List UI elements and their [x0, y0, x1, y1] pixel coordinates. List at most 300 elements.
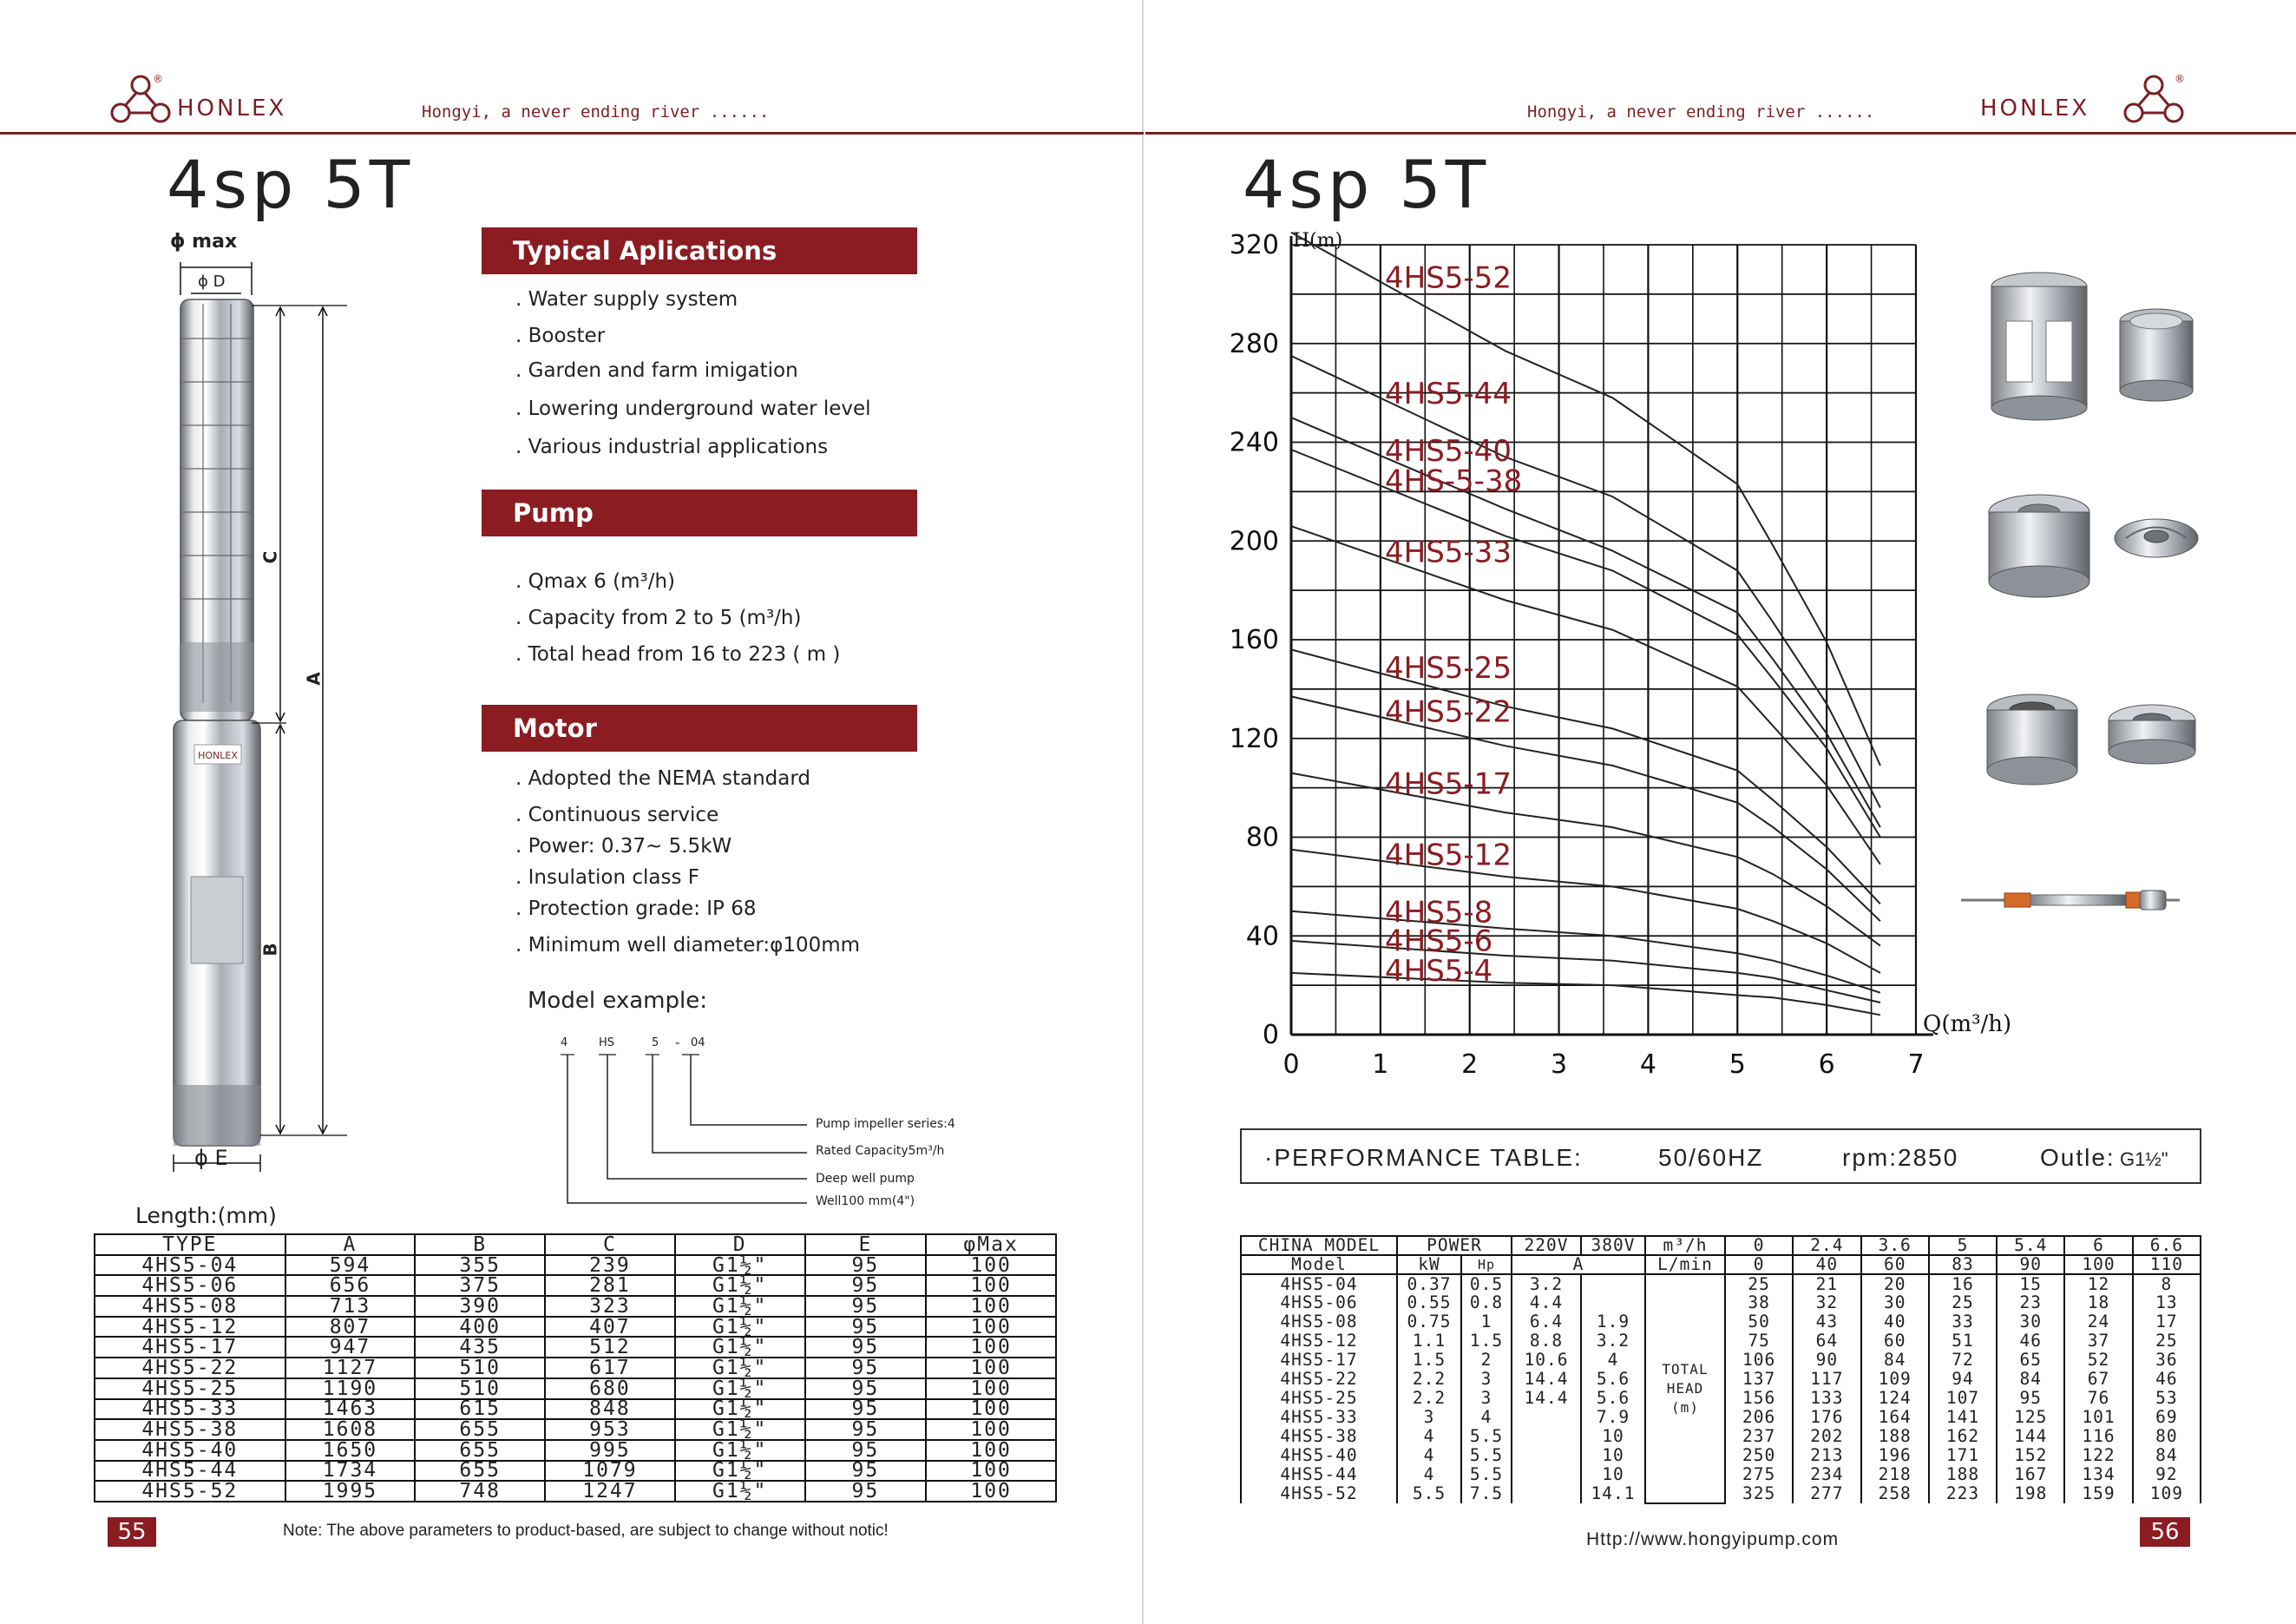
table-cell: G1½": [675, 1275, 805, 1296]
table-row: [1241, 1274, 2201, 1293]
table-cell: G1½": [675, 1481, 805, 1502]
table-cell: 109: [1861, 1370, 1929, 1389]
table-cell: 116: [2064, 1427, 2132, 1446]
table-cell: 37: [2064, 1331, 2132, 1351]
table-row: [95, 1255, 1056, 1276]
table-cell: [1512, 1427, 1581, 1446]
performance-table: [1240, 1235, 2201, 1504]
table-cell: 4HS5-52: [1241, 1484, 1397, 1503]
model-code: HS: [599, 1036, 615, 1049]
performance-table-banner: [1240, 1128, 2201, 1184]
table-cell: 239: [545, 1255, 675, 1276]
table-cell: G1½": [675, 1399, 805, 1420]
table-cell: 206: [1725, 1408, 1793, 1427]
table-cell: 141: [1929, 1408, 1997, 1427]
column-header: 6.6: [2133, 1236, 2201, 1255]
table-cell: 807: [285, 1317, 416, 1338]
table-cell: 4HS5-52: [95, 1481, 285, 1502]
table-cell: [1581, 1293, 1645, 1312]
column-header: m³/h: [1645, 1236, 1725, 1255]
table-cell: 94: [1929, 1370, 1997, 1389]
table-cell: G1½": [675, 1358, 805, 1378]
table-cell: G1½": [675, 1296, 805, 1317]
column-header: C: [545, 1234, 675, 1255]
table-cell: 43: [1793, 1312, 1860, 1331]
performance-table-body: [1241, 1236, 2201, 1503]
application-item: . Booster: [515, 325, 606, 347]
table-row: [95, 1399, 1056, 1420]
table-cell: 0.75: [1397, 1312, 1461, 1331]
column-header: E: [805, 1234, 927, 1255]
table-cell: 323: [545, 1296, 675, 1317]
table-cell: 152: [1997, 1446, 2064, 1465]
table-cell: 2.2: [1397, 1370, 1461, 1389]
y-tick-label: 120: [1229, 723, 1279, 754]
table-cell: 51: [1929, 1331, 1997, 1351]
table-cell: 1190: [285, 1378, 416, 1399]
pump-drawing: [165, 252, 356, 1172]
table-cell: 117: [1793, 1370, 1860, 1389]
table-cell: 100: [926, 1461, 1056, 1482]
section-pump: Pump: [482, 490, 917, 536]
dim-b-label: B: [259, 943, 281, 957]
brand-tagline: Hongyi, a never ending river ......: [1527, 102, 1875, 122]
table-cell: 46: [2133, 1370, 2201, 1389]
table-cell: 52: [2064, 1351, 2132, 1370]
series-label: 4HS5-22: [1385, 694, 1512, 730]
table-cell: 0.8: [1461, 1293, 1512, 1312]
table-cell: 100: [926, 1337, 1056, 1358]
model-legend-item: Well100 mm(4"): [816, 1194, 915, 1208]
table-cell: 655: [415, 1440, 545, 1461]
table-cell: 4.4: [1512, 1293, 1581, 1312]
table-cell: 46: [1997, 1331, 2064, 1351]
table-cell: 95: [805, 1317, 927, 1338]
table-cell: 10.6: [1512, 1351, 1581, 1370]
table-cell: 5.5: [1461, 1427, 1512, 1446]
table-cell: 4HS5-08: [1241, 1312, 1397, 1331]
table-cell: 14.4: [1512, 1370, 1581, 1389]
table-cell: 615: [415, 1399, 545, 1420]
series-label: 4HS5-52: [1385, 260, 1512, 296]
column-header: 3.6: [1861, 1236, 1929, 1255]
column-header: 83: [1929, 1255, 1997, 1274]
table-cell: 6.4: [1512, 1312, 1581, 1331]
table-cell: 655: [415, 1419, 545, 1440]
table-cell: 84: [2133, 1446, 2201, 1465]
dim-a-label: A: [303, 672, 325, 686]
registered-mark: ®: [153, 73, 163, 85]
table-cell: 375: [415, 1275, 545, 1296]
y-axis-label: H(m): [1293, 230, 1343, 252]
y-tick-label: 80: [1245, 822, 1279, 853]
table-cell: 3: [1461, 1389, 1512, 1408]
dimension-table-header: [95, 1234, 1056, 1255]
model-legend-item: Rated Capacity5m³/h: [816, 1144, 945, 1158]
table-cell: 25: [2133, 1331, 2201, 1351]
table-cell: 4HS5-25: [1241, 1389, 1397, 1408]
table-cell: 953: [545, 1419, 675, 1440]
total-head-label: [1645, 1274, 1725, 1503]
model-code: 04: [691, 1036, 705, 1049]
table-cell: 32: [1793, 1293, 1860, 1312]
series-label: 4HS5-4: [1385, 953, 1493, 989]
table-cell: 188: [1929, 1465, 1997, 1484]
y-tick-label: 160: [1229, 625, 1279, 655]
table-cell: 167: [1997, 1465, 2064, 1484]
table-cell: 4HS5-12: [1241, 1331, 1397, 1351]
table-cell: 4HS5-17: [95, 1337, 285, 1358]
table-cell: 122: [2064, 1446, 2132, 1465]
table-cell: 100: [926, 1358, 1056, 1378]
x-tick-label: 4: [1639, 1049, 1656, 1080]
table-cell: 5.5: [1397, 1484, 1461, 1503]
dimension-table-body: [95, 1255, 1056, 1502]
table-cell: 76: [2064, 1389, 2132, 1408]
series-label: 4HS5-8: [1385, 895, 1493, 930]
table-cell: 947: [285, 1337, 416, 1358]
table-cell: [1512, 1446, 1581, 1465]
table-cell: 325: [1725, 1484, 1793, 1503]
table-cell: 655: [415, 1461, 545, 1482]
section-typical-applications: Typical Aplications: [482, 227, 917, 274]
table-cell: 84: [1861, 1351, 1929, 1370]
section-motor: Motor: [482, 705, 917, 752]
brand-name: HONLEX: [177, 95, 287, 122]
table-cell: 234: [1793, 1465, 1860, 1484]
y-tick-label: 0: [1262, 1020, 1279, 1050]
y-tick-label: 320: [1229, 230, 1279, 260]
table-cell: 95: [805, 1440, 927, 1461]
table-cell: 25: [1929, 1293, 1997, 1312]
table-cell: 1608: [285, 1419, 416, 1440]
table-cell: 680: [545, 1378, 675, 1399]
table-cell: 4HS5-40: [1241, 1446, 1397, 1465]
table-cell: 100: [926, 1317, 1056, 1338]
table-header-row: [1241, 1255, 2201, 1274]
table-cell: 38: [1725, 1293, 1793, 1312]
table-cell: 92: [2133, 1465, 2201, 1484]
table-cell: 14.1: [1581, 1484, 1645, 1503]
table-cell: 95: [805, 1419, 927, 1440]
table-cell: 36: [2133, 1351, 2201, 1370]
table-cell: 1.9: [1581, 1312, 1645, 1331]
table-cell: 171: [1929, 1446, 1997, 1465]
table-cell: 4HS5-44: [95, 1461, 285, 1482]
performance-table-label: ·PERFORMANCE TABLE:: [1264, 1144, 1583, 1171]
total-head-text: (m): [1671, 1399, 1699, 1416]
table-cell: 137: [1725, 1370, 1793, 1389]
series-label: 4HS5-40: [1385, 434, 1512, 470]
table-cell: 2: [1461, 1351, 1512, 1370]
table-cell: 3.2: [1512, 1274, 1581, 1293]
column-header: Model: [1241, 1255, 1397, 1274]
model-code: -: [675, 1035, 680, 1050]
pump-inlet-bracket-photo: [1978, 260, 2204, 425]
table-cell: 1.5: [1461, 1331, 1512, 1351]
y-tick-label: 40: [1245, 921, 1279, 952]
column-header: Hp: [1461, 1255, 1512, 1274]
table-row: [95, 1275, 1056, 1296]
column-header: 100: [2064, 1255, 2132, 1274]
table-cell: 95: [805, 1296, 927, 1317]
table-cell: 5.5: [1461, 1465, 1512, 1484]
table-cell: 95: [1997, 1389, 2064, 1408]
x-tick-label: 7: [1907, 1049, 1925, 1080]
model-code: 4: [561, 1036, 568, 1049]
table-header-row: [1241, 1236, 2201, 1255]
table-cell: 17: [2133, 1312, 2201, 1331]
application-item: . Water supply system: [515, 288, 738, 311]
table-cell: 4HS5-06: [95, 1275, 285, 1296]
table-cell: 1995: [285, 1481, 416, 1502]
table-cell: 75: [1725, 1331, 1793, 1351]
phi-max-label: ϕ max: [170, 231, 238, 253]
x-tick-label: 3: [1551, 1049, 1568, 1080]
header-rule: [0, 132, 1144, 135]
series-label: 4HS5-6: [1385, 924, 1493, 959]
table-row: [95, 1378, 1056, 1399]
x-tick-label: 2: [1461, 1049, 1479, 1080]
page-title: 4sp 5T: [167, 146, 415, 223]
brand-tagline: Hongyi, a never ending river ......: [422, 102, 770, 122]
table-cell: 258: [1861, 1484, 1929, 1503]
motor-spec-item: . Insulation class F: [515, 866, 700, 889]
table-cell: G1½": [675, 1461, 805, 1482]
table-row: [95, 1358, 1056, 1378]
table-cell: 69: [2133, 1408, 2201, 1427]
table-cell: 277: [1793, 1484, 1860, 1503]
table-cell: 40: [1861, 1312, 1929, 1331]
table-cell: 100: [926, 1255, 1056, 1276]
table-cell: 95: [805, 1399, 927, 1420]
table-cell: 100: [926, 1399, 1056, 1420]
table-cell: G1½": [675, 1440, 805, 1461]
header-rule: [1145, 132, 2296, 135]
table-cell: 400: [415, 1317, 545, 1338]
table-cell: 72: [1929, 1351, 1997, 1370]
table-cell: 65: [1997, 1351, 2064, 1370]
table-cell: 4HS5-44: [1241, 1465, 1397, 1484]
model-legend-item: Pump impeller series:4: [816, 1117, 955, 1131]
table-row: [95, 1440, 1056, 1461]
table-cell: 100: [926, 1275, 1056, 1296]
table-cell: 1.1: [1397, 1331, 1461, 1351]
table-cell: 60: [1861, 1331, 1929, 1351]
table-cell: 4HS5-33: [1241, 1408, 1397, 1427]
table-cell: [1581, 1274, 1645, 1293]
application-item: . Various industrial applications: [515, 436, 829, 458]
table-cell: 95: [805, 1378, 927, 1399]
column-header: 5: [1929, 1236, 1997, 1255]
y-tick-label: 240: [1229, 427, 1279, 458]
table-cell: 100: [926, 1440, 1056, 1461]
application-item: . Garden and farm imigation: [515, 359, 798, 382]
table-cell: 4HS5-38: [1241, 1427, 1397, 1446]
table-cell: 95: [805, 1461, 927, 1482]
registered-mark: ®: [2175, 73, 2185, 85]
length-label: Length:(mm): [135, 1203, 277, 1228]
website-url: Http://www.hongyipump.com: [1586, 1529, 1840, 1549]
table-cell: 390: [415, 1296, 545, 1317]
table-cell: 7.5: [1461, 1484, 1512, 1503]
column-header: 220V: [1512, 1236, 1581, 1255]
table-cell: 1650: [285, 1440, 416, 1461]
column-header: POWER: [1397, 1236, 1512, 1255]
table-cell: 100: [926, 1378, 1056, 1399]
page-number-right: 56: [2140, 1517, 2190, 1547]
column-header: 0: [1725, 1236, 1793, 1255]
motor-spec-item: . Adopted the NEMA standard: [515, 767, 811, 790]
column-header: CHINA MODEL: [1241, 1236, 1397, 1255]
table-cell: 100: [926, 1481, 1056, 1502]
table-cell: 101: [2064, 1408, 2132, 1427]
model-example-leaders: [555, 1050, 816, 1206]
table-row: [95, 1481, 1056, 1502]
table-cell: 159: [2064, 1484, 2132, 1503]
column-header: L/min: [1645, 1255, 1725, 1274]
honlex-logo-icon: [108, 73, 174, 127]
table-cell: [1512, 1484, 1581, 1503]
table-cell: 407: [545, 1317, 675, 1338]
table-cell: 250: [1725, 1446, 1793, 1465]
motor-spec-item: . Continuous service: [515, 804, 719, 826]
table-cell: 25: [1725, 1274, 1793, 1293]
x-tick-label: 6: [1818, 1049, 1835, 1080]
table-cell: 196: [1861, 1446, 1929, 1465]
table-cell: 512: [545, 1337, 675, 1358]
table-cell: 10: [1581, 1465, 1645, 1484]
series-label: 4HS5-17: [1385, 766, 1512, 802]
table-cell: 4HS5-25: [95, 1378, 285, 1399]
series-label: 4HS5-44: [1385, 376, 1512, 411]
performance-curve-chart: [1145, 219, 2048, 1094]
table-cell: 14.4: [1512, 1389, 1581, 1408]
table-cell: 133: [1793, 1389, 1860, 1408]
table-row: [95, 1419, 1056, 1440]
series-label: 4HS5-12: [1385, 838, 1512, 873]
y-tick-label: 280: [1229, 328, 1279, 359]
table-cell: 4HS5-22: [1241, 1370, 1397, 1389]
table-cell: 95: [805, 1275, 927, 1296]
table-cell: 12: [2064, 1274, 2132, 1293]
table-cell: 107: [1929, 1389, 1997, 1408]
table-cell: 67: [2064, 1370, 2132, 1389]
column-header: 380V: [1581, 1236, 1645, 1255]
table-cell: 4HS5-22: [95, 1358, 285, 1378]
table-cell: 95: [805, 1481, 927, 1502]
column-header: 40: [1793, 1255, 1860, 1274]
table-cell: 1: [1461, 1312, 1512, 1331]
table-cell: 16: [1929, 1274, 1997, 1293]
table-cell: 109: [2133, 1484, 2201, 1503]
series-label: 4HS5-25: [1385, 650, 1512, 686]
motor-spec-item: . Minimum well diameter:φ100mm: [515, 934, 861, 957]
model-example-title: Model example:: [528, 988, 707, 1014]
column-header: 110: [2133, 1255, 2201, 1274]
table-cell: 4HS5-08: [95, 1296, 285, 1317]
page-number-left: 55: [108, 1517, 156, 1547]
table-cell: 23: [1997, 1293, 2064, 1312]
pump-spec-item: . Total head from 16 to 223 ( m ): [515, 643, 841, 666]
table-cell: 4HS5-40: [95, 1440, 285, 1461]
table-cell: 5.5: [1461, 1446, 1512, 1465]
table-cell: 713: [285, 1296, 416, 1317]
table-row: [95, 1296, 1056, 1317]
phi-e-label: ϕ E: [194, 1146, 228, 1170]
right-page: [1145, 0, 2296, 1624]
table-cell: 3.2: [1581, 1331, 1645, 1351]
pump-spec-item: . Capacity from 2 to 5 (m³/h): [515, 607, 802, 629]
x-tick-label: 5: [1729, 1049, 1746, 1080]
table-cell: 1079: [545, 1461, 675, 1482]
table-cell: 4HS5-33: [95, 1399, 285, 1420]
total-head-text: HEAD: [1666, 1380, 1704, 1397]
table-cell: 18: [2064, 1293, 2132, 1312]
table-cell: 164: [1861, 1408, 1929, 1427]
table-row: [95, 1461, 1056, 1482]
x-tick-label: 1: [1372, 1049, 1389, 1080]
page-title: 4sp 5T: [1243, 146, 1491, 223]
phi-d-label: ϕ D: [198, 273, 226, 291]
column-header: A: [285, 1234, 416, 1255]
table-cell: 64: [1793, 1331, 1860, 1351]
table-cell: 8.8: [1512, 1331, 1581, 1351]
table-cell: 4HS5-04: [95, 1255, 285, 1276]
application-item: . Lowering underground water level: [515, 398, 871, 420]
outlet-label: Outle:: [2040, 1144, 2116, 1171]
table-cell: 7.9: [1581, 1408, 1645, 1427]
pump-diffuser-photo: [1978, 486, 2204, 608]
table-cell: 594: [285, 1255, 416, 1276]
table-cell: 0.37: [1397, 1274, 1461, 1293]
table-cell: 355: [415, 1255, 545, 1276]
outlet-value: G1½": [2120, 1148, 2168, 1170]
table-cell: G1½": [675, 1317, 805, 1338]
column-header: 5.4: [1997, 1236, 2064, 1255]
table-cell: 275: [1725, 1465, 1793, 1484]
table-cell: 30: [1861, 1293, 1929, 1312]
column-header: TYPE: [95, 1234, 285, 1255]
table-cell: 1.5: [1397, 1351, 1461, 1370]
table-cell: G1½": [675, 1255, 805, 1276]
column-header: 6: [2064, 1236, 2132, 1255]
table-cell: 1734: [285, 1461, 416, 1482]
table-cell: 176: [1793, 1408, 1860, 1427]
table-cell: 3: [1461, 1370, 1512, 1389]
pump-shaft-photo: [1952, 878, 2187, 922]
table-cell: G1½": [675, 1378, 805, 1399]
column-header: B: [415, 1234, 545, 1255]
table-cell: 995: [545, 1440, 675, 1461]
column-header: 0: [1725, 1255, 1793, 1274]
table-cell: 95: [805, 1255, 927, 1276]
table-cell: 4: [1581, 1351, 1645, 1370]
table-cell: 50: [1725, 1312, 1793, 1331]
table-cell: 106: [1725, 1351, 1793, 1370]
table-cell: 15: [1997, 1274, 2064, 1293]
table-cell: 95: [805, 1337, 927, 1358]
table-cell: 3: [1397, 1408, 1461, 1427]
table-cell: 4HS5-38: [95, 1419, 285, 1440]
table-cell: [1512, 1465, 1581, 1484]
table-cell: 134: [2064, 1465, 2132, 1484]
table-cell: 4: [1397, 1465, 1461, 1484]
table-cell: 213: [1793, 1446, 1860, 1465]
table-cell: 218: [1861, 1465, 1929, 1484]
total-head-text: TOTAL: [1662, 1361, 1709, 1377]
table-cell: 848: [545, 1399, 675, 1420]
